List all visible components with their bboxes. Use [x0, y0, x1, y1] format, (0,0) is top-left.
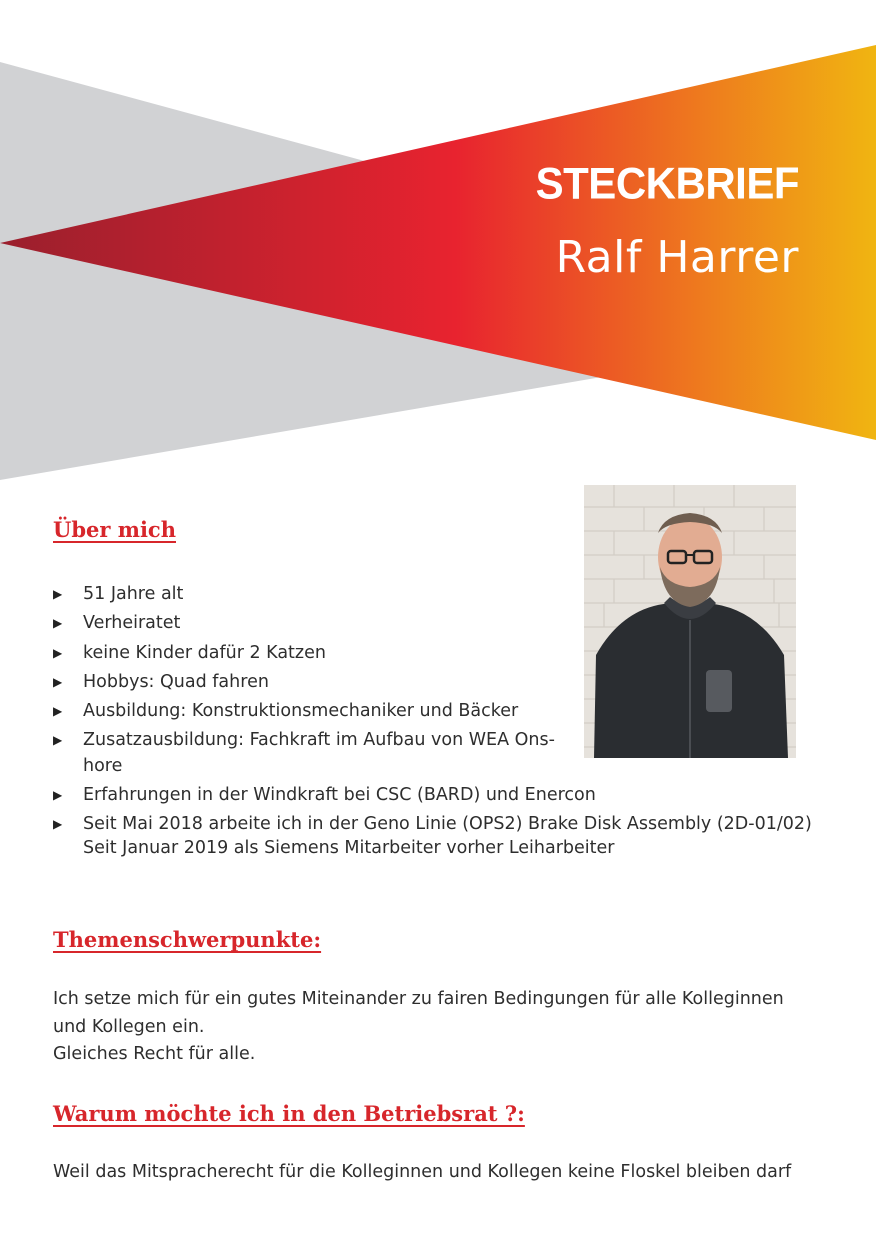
list-item-continuation: hore: [83, 755, 123, 776]
list-item-text: Zusatzausbildung: Fachkraft im Aufbau von WEA Ons-: [83, 730, 555, 751]
bullet-arrow-icon: ▶: [53, 817, 63, 832]
list-item: [53, 668, 812, 697]
list-item-text: Hobbys: Quad fahren: [83, 671, 269, 692]
list-item: [53, 810, 812, 863]
bullet-arrow-icon: ▶: [53, 674, 63, 689]
list-item-continuation: Seit Januar 2019 als Siemens Mitarbeiter vorher Leiharbeiter: [83, 837, 615, 858]
bullet-arrow-icon: ▶: [53, 733, 63, 748]
list-item-text: Seit Mai 2018 arbeite ich in der Geno Linie (OPS2) Brake Disk Assembly (2D-01/02): [83, 814, 812, 835]
page-title: STECKBRIEF: [535, 158, 799, 209]
list-item-text: Verheiratet: [83, 613, 181, 634]
list-item: [53, 609, 812, 638]
bullet-arrow-icon: ▶: [53, 587, 63, 601]
list-item: [53, 580, 812, 609]
list-item: [53, 726, 812, 781]
list-item: [53, 639, 812, 668]
why-text: Weil das Mitspracherecht für die Kolleginnen und Kollegen keine Floskel bleiben darf: [53, 1162, 792, 1182]
list-item-text: Erfahrungen in der Windkraft bei CSC (BARD) und Enercon: [83, 785, 596, 806]
topics-line-1: Ich setze mich für ein gutes Miteinander zu fairen Bedingungen für alle Kolleginnen: [53, 989, 784, 1009]
about-list: [53, 580, 812, 863]
bullet-arrow-icon: ▶: [53, 645, 63, 660]
topics-heading: Themenschwerpunkte:: [53, 927, 322, 952]
list-item-text: 51 Jahre alt: [83, 584, 184, 604]
why-heading: Warum möchte ich in den Betriebsrat ?:: [53, 1101, 525, 1126]
person-name: Ralf Harrer: [555, 232, 799, 283]
list-item: [53, 697, 812, 726]
bullet-arrow-icon: ▶: [53, 616, 63, 631]
bullet-arrow-icon: ▶: [53, 788, 63, 803]
about-heading: Über mich: [53, 517, 176, 542]
list-item-text: keine Kinder dafür 2 Katzen: [83, 642, 326, 663]
topics-line-3: Gleiches Recht für alle.: [53, 1044, 256, 1064]
list-item-text: Ausbildung: Konstruktionsmechaniker und Bäcker: [83, 701, 519, 722]
list-item: [53, 781, 812, 810]
topics-line-2: und Kollegen ein.: [53, 1017, 205, 1037]
bullet-arrow-icon: ▶: [53, 704, 63, 719]
